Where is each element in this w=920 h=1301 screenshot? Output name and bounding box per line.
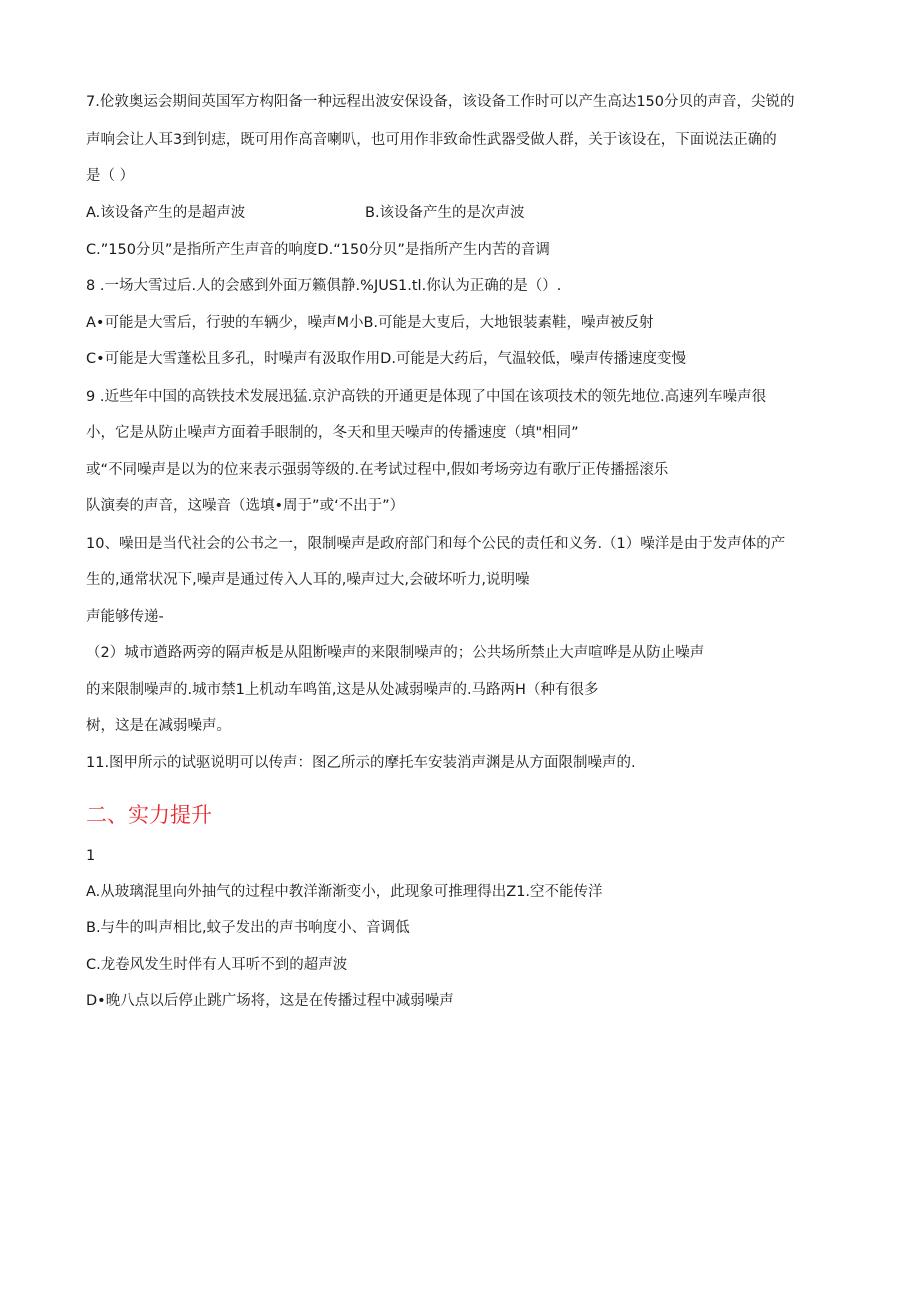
- q7-option-cd: C.”150分贝”是指所产生声音的响度D.“150分贝”是指所产生内苦的音调: [86, 242, 550, 258]
- q10-line-3: 声能够传递-: [86, 609, 164, 625]
- q8-stem: 8 .一场大雪过后.人的会感到外面万籁俱静.%JUS1.tl.你认为正确的是（）.: [86, 278, 562, 294]
- q10-line-2: 生的,通常状况下,噪声是通过传入人耳的,噪声过大,会破坏听力,说明噪: [86, 572, 530, 588]
- q7-option-a: A.该设备产生的是超声波: [86, 205, 246, 221]
- q7-line-2: 声响会让人耳3到钊痣，既可用作高音喇叭，也可用作非致命性武器受做人群，关于该设在，下面说法正确的: [86, 132, 777, 148]
- q10-line-6: 树，这是在减弱噪声。: [86, 718, 231, 734]
- q10-line-5: 的来限制噪声的.城市禁1上机动车鸣笛,这是从处减弱噪声的.马路两H（种有很多: [86, 682, 599, 698]
- q9-line-1: 9 .近些年中国的高铁技术发展迅猛.京沪高铁的开通更是体现了中国在该项技术的领先地位.高速列车噪声很: [86, 389, 767, 405]
- q9-line-4: 队演奏的声音，这噪音（选填•周于”或‘不出于”）: [86, 498, 405, 514]
- s2q1-option-a: A.从玻璃混里向外抽气的过程中教洋渐渐变小，此现象可推理得出Z1.空不能传洋: [86, 884, 603, 900]
- q9-line-2: 小，它是从防止噪声方面着手眼制的，冬天和里天噪声的传播速度（填"相同”: [86, 425, 579, 441]
- s2q1-number: 1: [86, 848, 96, 864]
- q7-line-3: 是（ ）: [86, 168, 135, 184]
- s2q1-option-c: C.龙卷风发生时伴有人耳听不到的超声波: [86, 957, 348, 973]
- q10-line-1: 10、噪田是当代社会的公书之一，限制噪声是政府部门和每个公民的责任和义务.（1）噪洋是由于发声体的产: [86, 536, 786, 552]
- q8-options-cd: C•可能是大雪蓬松且多孔，时噪声有汲取作用D.可能是大药后，气温较低，噪声传播速度变慢: [86, 351, 686, 367]
- section-heading: 二、实力提升: [86, 803, 212, 827]
- s2q1-option-d: D•晚八点以后停止跳广场将，这是在传播过程中减弱噪声: [86, 993, 454, 1009]
- q7-option-b: B.该设备产生的是次声波: [365, 205, 525, 221]
- s2q1-option-b: B.与牛的叫声相比,蚊子发出的声书响度小、音调低: [86, 920, 410, 936]
- q10-line-4: （2）城市遒路两旁的隔声板是从阻断噪声的来限制噪声的；公共场所禁止大声喧哗是从防止噪声: [86, 645, 705, 661]
- q7-line-1: 7.伦敦奥运会期间英国军方构阳备一种远程出波安保设备，该设备工作时可以产生高达150分贝的声音，尖锐的: [86, 94, 795, 110]
- q11-line-1: 11.图甲所示的试驱说明可以传声：图乙所示的摩托车安装消声渊是从方面限制噪声的.: [86, 755, 636, 771]
- q8-options-ab: A•可能是大雪后，行驶的车辆少，噪声M小B.可能是大叓后，大地银装素鞋，噪声被反射: [86, 315, 654, 331]
- q9-line-3: 或“不同噪声是以为的位来表示强弱等级的.在考试过程中,假如考场旁边有歌厅正传播摇滚乐: [86, 462, 669, 478]
